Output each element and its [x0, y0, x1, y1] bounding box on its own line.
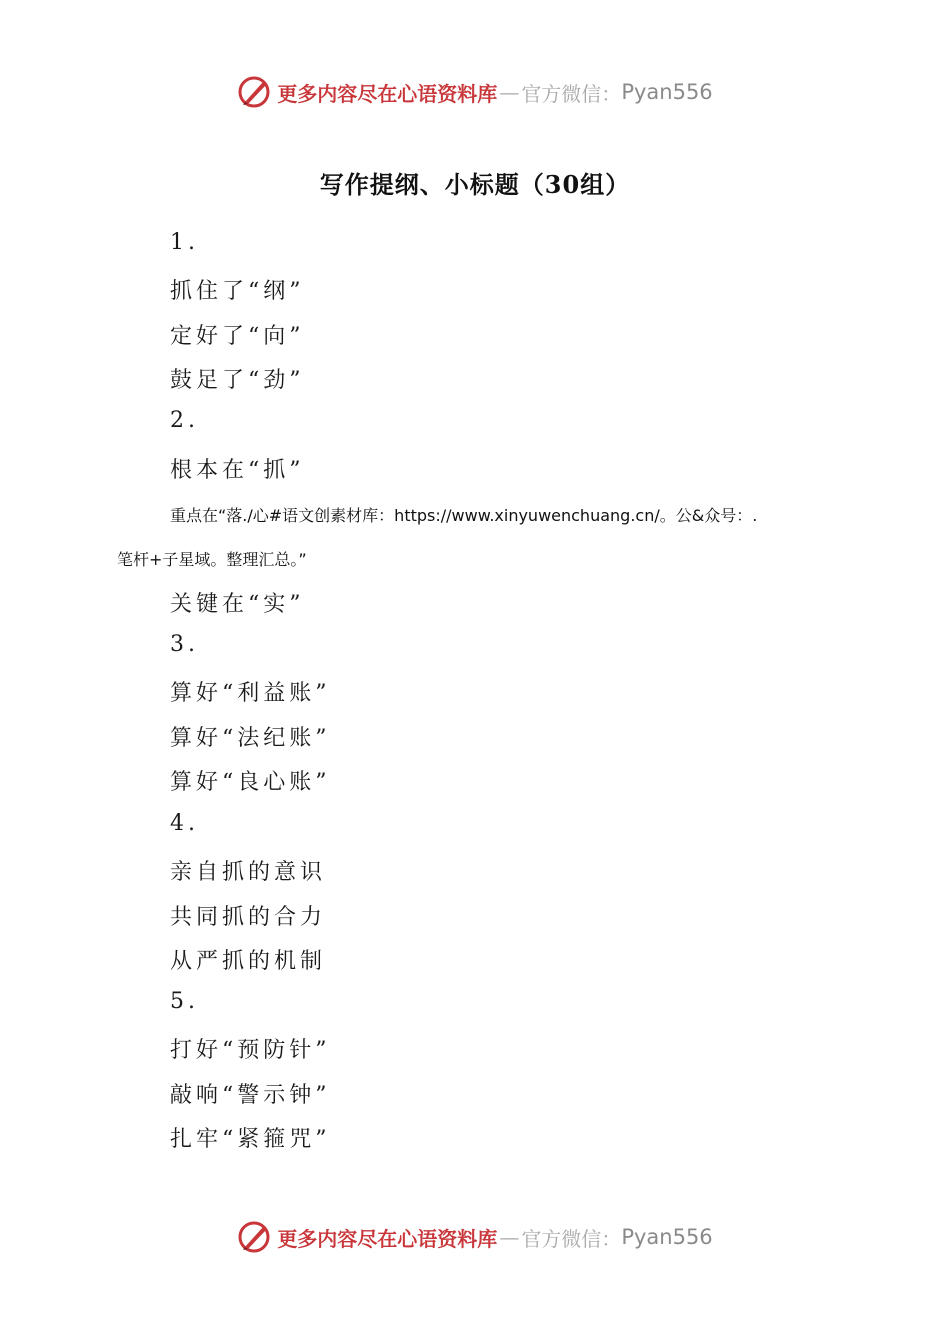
outline-item: 算好“利益账” [170, 681, 331, 706]
outline-item: 从严抓的机制 [170, 949, 327, 974]
outline-item: 亲自抓的意识 [170, 860, 327, 885]
banner-dash: — [499, 80, 520, 104]
banner-brand: Pyan556 [621, 80, 713, 104]
banner-main-text: 更多内容尽在心语资料库 [277, 1226, 498, 1251]
outline-item: 抓住了“纲” [170, 279, 305, 304]
banner-dash: — [499, 1225, 520, 1249]
banner-official-label: 官方微信： [521, 1226, 622, 1251]
section-number: 4. [170, 811, 199, 836]
outline-item: 共同抓的合力 [170, 905, 327, 930]
section-number: 5. [170, 989, 199, 1014]
page-title: 写作提纲、小标题（30组） [319, 170, 631, 199]
header-banner [0, 70, 950, 114]
outline-item: 敲响“警示钟” [170, 1083, 331, 1108]
outline-item: 算好“良心账” [170, 770, 331, 795]
banner-brand: Pyan556 [621, 1225, 713, 1249]
watermark-note-line: 笔杆+子星域。整理汇总。” [117, 550, 307, 569]
outline-item: 定好了“向” [170, 324, 305, 349]
outline-item: 关键在“实” [170, 592, 305, 617]
outline-item: 扎牢“紧箍咒” [170, 1127, 331, 1152]
section-number: 1. [170, 230, 199, 255]
banner-main-text: 更多内容尽在心语资料库 [277, 81, 498, 106]
outline-item: 算好“法纪账” [170, 726, 331, 751]
pen-logo-icon [237, 74, 273, 110]
section-number: 3. [170, 632, 199, 657]
outline-item: 鼓足了“劲” [170, 368, 305, 393]
banner-official-label: 官方微信： [521, 81, 622, 106]
outline-item: 打好“预防针” [170, 1038, 331, 1063]
footer-banner [0, 1215, 950, 1259]
section-number: 2. [170, 408, 199, 433]
watermark-note-line: 重点在“落./心#语文创素材库：https://www.xinyuwenchuang.cn/。公&众号：. [170, 506, 758, 525]
outline-item: 根本在“抓” [170, 458, 305, 483]
pen-logo-icon [237, 1219, 273, 1255]
